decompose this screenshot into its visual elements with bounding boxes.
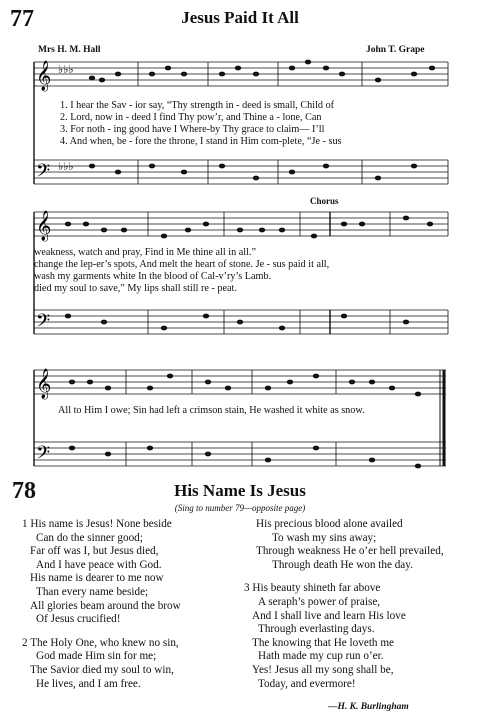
hymn-number-77: 77 [10, 6, 34, 32]
verse-2: 2 The Holy One, who knew no sin, God made Him sin for me; The Savior died my soul to win, He lives, and I am free. [22, 636, 179, 690]
svg-text:♭♭♭: ♭♭♭ [58, 161, 74, 173]
hymn-title-77: Jesus Paid It All [181, 8, 299, 27]
verse-1: 1 His name is Jesus! None beside Can do the sinner good; Far off was I, but Jesus died, And I have peace with God. His name is dearer to me now Than every name beside; All glories beam around the brow Of Jesus crucified! [22, 518, 181, 626]
svg-text:𝄞: 𝄞 [36, 61, 52, 91]
svg-text:𝄢: 𝄢 [36, 311, 51, 336]
svg-text:𝄞: 𝄞 [36, 369, 52, 399]
hymn-number-78: 78 [12, 478, 36, 504]
lyric-s3: All to Him I owe; Sin had left a crimson stain, He washed it white as snow. [58, 405, 365, 416]
lyric-s1-verse4: 4. And when, be - fore the throne, I stand in Him com-plete, “Je - sus [60, 136, 342, 147]
lyric-s2-verse2: change the lep-er’s spots, And melt the heart of stone. Je - sus paid it all, [34, 259, 330, 270]
lyric-s2-verse4: died my soul to save,” My lips shall still re - peat. [34, 283, 237, 294]
words-credit: Mrs H. M. Hall [38, 45, 101, 55]
hymn-78-column-2 [244, 518, 474, 691]
lyric-s2-verse1: weakness, watch and pray, Find in Me thine all in all.” [34, 247, 256, 258]
hymn-title-78: His Name Is Jesus [174, 481, 306, 500]
lyric-s1-verse3: 3. For noth - ing good have I Where-by Thy grace to claim— I’ll [60, 124, 325, 135]
svg-text:𝄢: 𝄢 [36, 161, 51, 186]
hymn-78-column-1 [22, 518, 242, 691]
lyric-s1-verse2: 2. Lord, now in - deed I find Thy pow’r, and Thine a - lone, Can [60, 112, 322, 123]
svg-text:𝄢: 𝄢 [36, 443, 51, 468]
svg-text:♭♭♭: ♭♭♭ [58, 64, 74, 76]
lyric-s2-verse3: wash my garments white In the blood of Cal-v’ry’s Lamb. [34, 271, 272, 282]
lyric-s1-verse1: 1. I hear the Sav - ior say, “Thy strength in - deed is small, Child of [60, 100, 335, 111]
hymn-78-subtitle: (Sing to number 79—opposite page) [174, 503, 306, 513]
svg-text:𝄞: 𝄞 [36, 211, 52, 241]
music-credit: John T. Grape [366, 45, 425, 55]
verse-3: 3 His beauty shineth far above A seraph’s power of praise, And I shall live and learn His love Through everlasting days. The knowing that He loveth me Hath made my cup run o’er. Yes! Jesus all my song shall be, Today, and evermore! [244, 582, 406, 690]
music-system-3 [0, 364, 480, 484]
verse-2-continued: His precious blood alone availed To wash my sins away; Through weakness He o’er hell prevailed, Through death He won the day. [256, 518, 444, 571]
hymn-78-attribution: —H. K. Burlingham [328, 702, 409, 712]
chorus-label: Chorus [310, 196, 339, 206]
